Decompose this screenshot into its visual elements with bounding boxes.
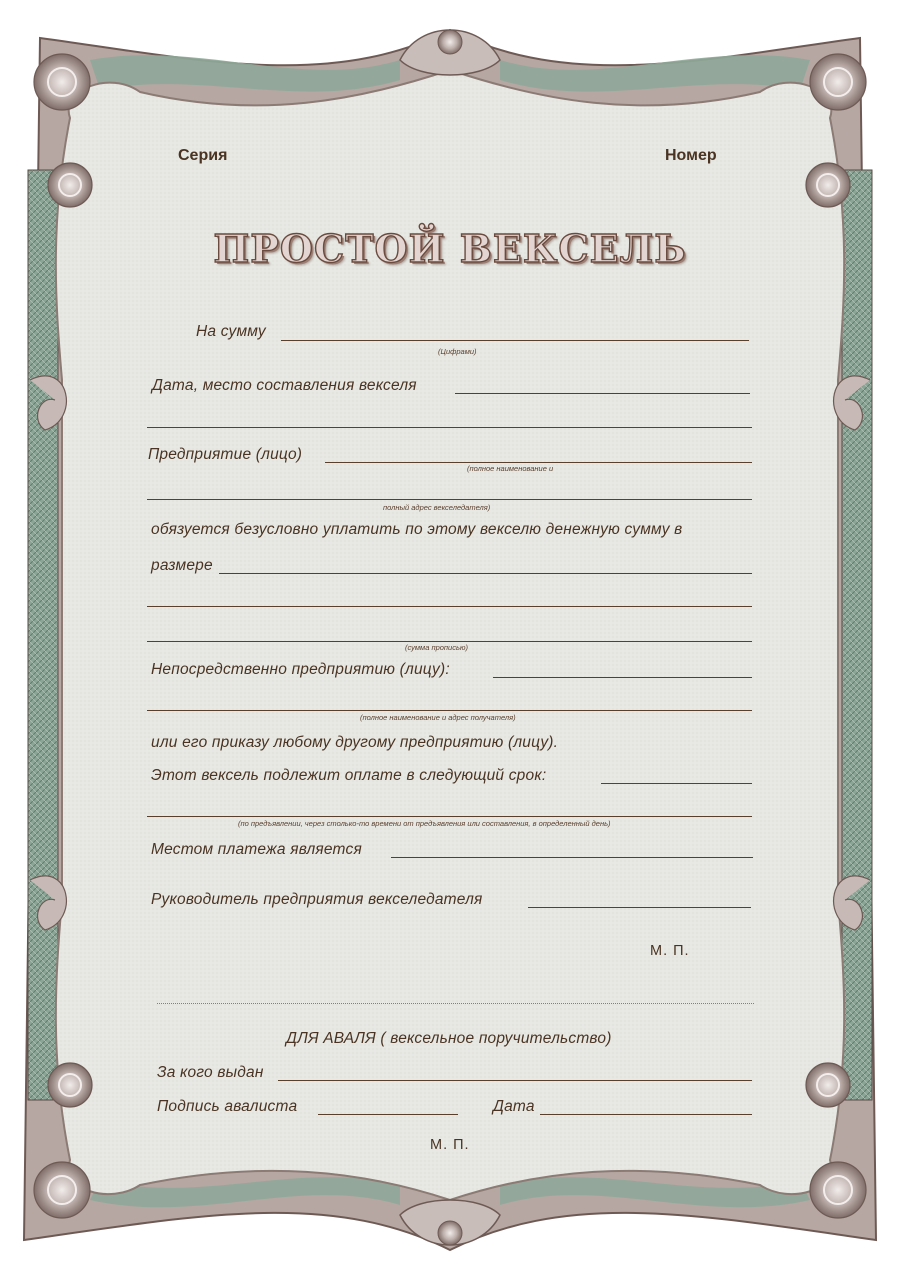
size-field-2[interactable] bbox=[147, 606, 752, 607]
payee-label: Непосредственно предприятию (лицу): bbox=[151, 661, 450, 678]
date-place-field-2[interactable] bbox=[147, 427, 752, 428]
for-whom-label: За кого выдан bbox=[157, 1064, 264, 1081]
document-title: ПРОСТОЙ ВЕКСЕЛЬ bbox=[213, 226, 687, 271]
term-field[interactable] bbox=[601, 783, 752, 784]
sum-hint: (сумма прописью) bbox=[405, 643, 469, 652]
amount-hint: (Цифрами) bbox=[438, 347, 477, 356]
payee-field[interactable] bbox=[493, 677, 752, 678]
term-label: Этот вексель подлежит оплате в следующий срок: bbox=[151, 767, 547, 784]
aval-date-field[interactable] bbox=[540, 1114, 752, 1115]
number-label: Номер bbox=[665, 147, 717, 164]
enterprise-hint-1: (полное наименование и bbox=[467, 464, 554, 473]
aval-divider bbox=[157, 1003, 754, 1004]
size-label: размере bbox=[151, 557, 213, 574]
place-label: Местом платежа является bbox=[151, 841, 362, 858]
head-signature-field[interactable] bbox=[528, 907, 751, 908]
term-hint: (по предъявлении, через столько-то времени от предъявления или составления, в определенный день) bbox=[238, 819, 611, 828]
place-field[interactable] bbox=[391, 857, 753, 858]
enterprise-field-2[interactable] bbox=[147, 499, 752, 500]
order-text: или его приказу любому другому предприятию (лицу). bbox=[151, 734, 559, 751]
size-field-3[interactable] bbox=[147, 641, 752, 642]
stamp-place-2: М. П. bbox=[430, 1137, 470, 1153]
date-place-label: Дата, место составления векселя bbox=[152, 377, 417, 394]
aval-signature-field[interactable] bbox=[318, 1114, 458, 1115]
for-whom-field[interactable] bbox=[278, 1080, 752, 1081]
series-label: Серия bbox=[178, 147, 228, 164]
head-label: Руководитель предприятия векселедателя bbox=[151, 891, 483, 908]
date-place-field[interactable] bbox=[455, 393, 750, 394]
term-field-2[interactable] bbox=[147, 816, 752, 817]
payee-hint: (полное наименование и адрес получателя) bbox=[360, 713, 516, 722]
aval-signature-label: Подпись авалиста bbox=[157, 1098, 298, 1115]
stamp-place-1: М. П. bbox=[650, 943, 690, 959]
obligation-text: обязуется безусловно уплатить по этому векселю денежную сумму в bbox=[151, 521, 683, 538]
amount-label: На сумму bbox=[196, 323, 266, 340]
aval-date-label: Дата bbox=[493, 1098, 535, 1115]
enterprise-field[interactable] bbox=[325, 462, 752, 463]
size-field[interactable] bbox=[219, 573, 752, 574]
aval-heading: ДЛЯ АВАЛЯ ( вексельное поручительство) bbox=[286, 1030, 612, 1047]
enterprise-hint-2: полный адрес векселедателя) bbox=[383, 503, 491, 512]
amount-field[interactable] bbox=[281, 340, 749, 341]
enterprise-label: Предприятие (лицо) bbox=[148, 446, 303, 463]
payee-field-2[interactable] bbox=[147, 710, 752, 711]
